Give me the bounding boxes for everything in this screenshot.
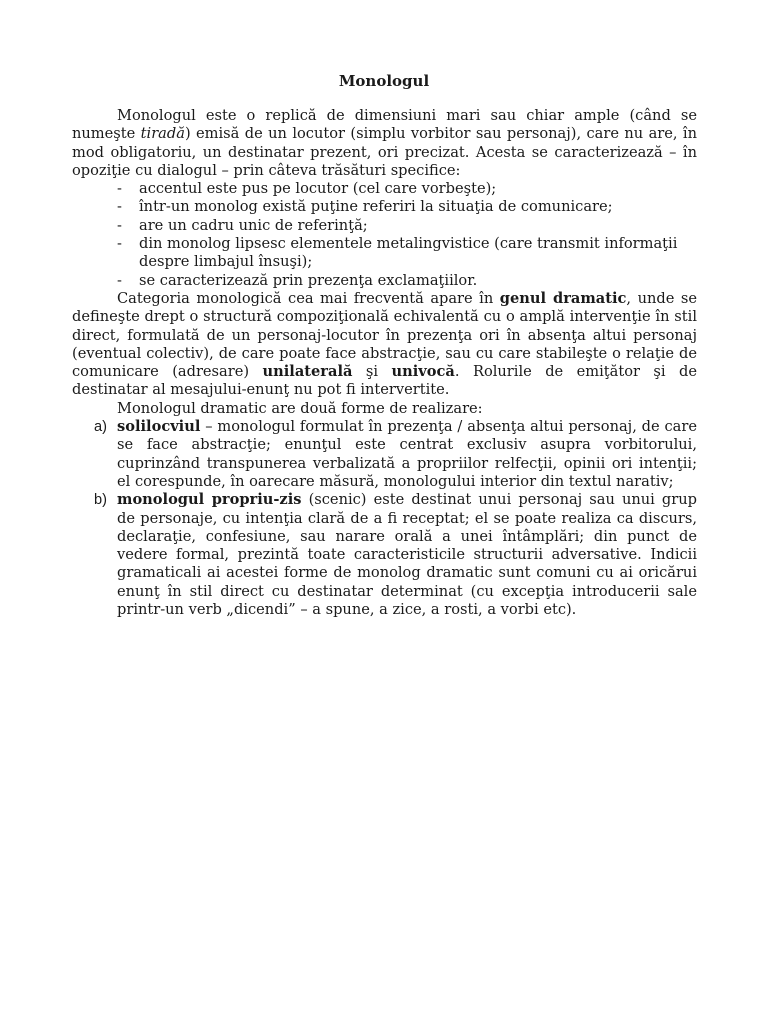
list-marker: a)	[94, 419, 107, 436]
list-marker: -	[117, 235, 122, 253]
list-item	[94, 491, 697, 619]
list-item-text: într-un monolog există puţine referiri la situaţia de comunicare;	[139, 198, 613, 216]
list-marker: -	[117, 216, 122, 234]
document-body	[72, 107, 697, 619]
list-item	[94, 418, 697, 491]
list-marker: -	[117, 198, 122, 216]
list-marker: -	[117, 180, 122, 198]
list-item-text: – monologul formulat în prezenţa / absenţa altui personaj, de care se face abstracţie; enunţul este centrat exclusiv asupra vorbitorului, cuprinzând transpunerea verbalizată a propriilor relfecţii, opinii ori intenţii; el corespunde, în oarecare măsură, monologului interior din textul narativ;	[117, 418, 697, 490]
intro-term-tirada: tiradă	[140, 125, 185, 143]
list-marker: b)	[94, 492, 107, 509]
dramatic-genre-paragraph	[72, 290, 697, 400]
paragraph-text-part: . Rolurile de emiţător şi de destinatar al mesajului-enunţ nu pot fi intervertite.	[72, 363, 698, 399]
intro-text-part: ) emisă de un locutor (simplu vorbitor sau personaj), care nu are, în mod obligatoriu, un destinatar prezent, ori precizat. Acesta se caracterizează – în opoziţie cu dialogul – prin câteva trăsături specifice:	[72, 125, 697, 179]
list-item	[117, 216, 697, 235]
paragraph-text-part: Categoria monologică cea mai frecventă apare în	[117, 289, 500, 307]
term-monologul-propriu-zis: monologul propriu-zis	[117, 491, 302, 509]
term-univoca: univocă	[391, 363, 455, 381]
list-item	[117, 235, 697, 272]
forms-list	[72, 418, 697, 619]
page-title: Monologul	[338, 72, 430, 90]
intro-text-part: Monologul este o replică de dimensiuni mari sau chiar ample (când se numeşte	[72, 107, 697, 143]
intro-paragraph	[72, 107, 697, 180]
forms-intro-paragraph: Monologul dramatic are două forme de realizare:	[117, 399, 483, 417]
paragraph-text-part: şi	[352, 363, 392, 381]
term-unilaterala: unilaterală	[262, 363, 353, 381]
list-item	[117, 180, 697, 198]
list-item-text: se caracterizează prin prezenţa exclamaţiilor.	[139, 271, 478, 289]
paragraph-text-part: , unde se defineşte drept o structură compoziţională echivalentă cu o amplă intervenţie în stil direct, formulată de un personaj-locutor în prezenţa ori în absenţa altui personaj (eventual colectiv), de care poate face abstracţie, sau cu care stabileşte o relaţie de comunicare (adresare)	[72, 289, 697, 381]
list-item-text: are un cadru unic de referinţă;	[139, 216, 368, 234]
list-item	[117, 198, 697, 216]
list-marker: -	[117, 271, 122, 289]
features-list	[72, 180, 697, 290]
list-item-text: accentul este pus pe locutor (cel care vorbeşte);	[139, 180, 497, 198]
list-item-text: din monolog lipsesc elementele metalingvistice (care transmit informaţii despre limbajul însuşi);	[139, 235, 678, 271]
list-item	[117, 271, 697, 290]
term-genul-dramatic: genul dramatic	[499, 289, 627, 307]
list-item-text: (scenic) este destinat unui personaj sau unui grup de personaje, cu intenţia clară de a fi receptat; el se poate realiza ca discurs, declaraţie, confesiune, sau narare orală a unei întâmplări; din punct de vedere formal, prezintă toate caracteristicile structurii adversative. Indicii gramaticali ai acestei forme de monolog dramatic sunt comuni cu ai oricărui enunţ în stil direct cu destinatar determinat (cu excepţia introducerii sale printr-un verb „dicendi” – a spune, a zice, a rosti, a vorbi etc).	[117, 491, 697, 619]
term-solilocviul: solilocviul	[117, 418, 201, 436]
